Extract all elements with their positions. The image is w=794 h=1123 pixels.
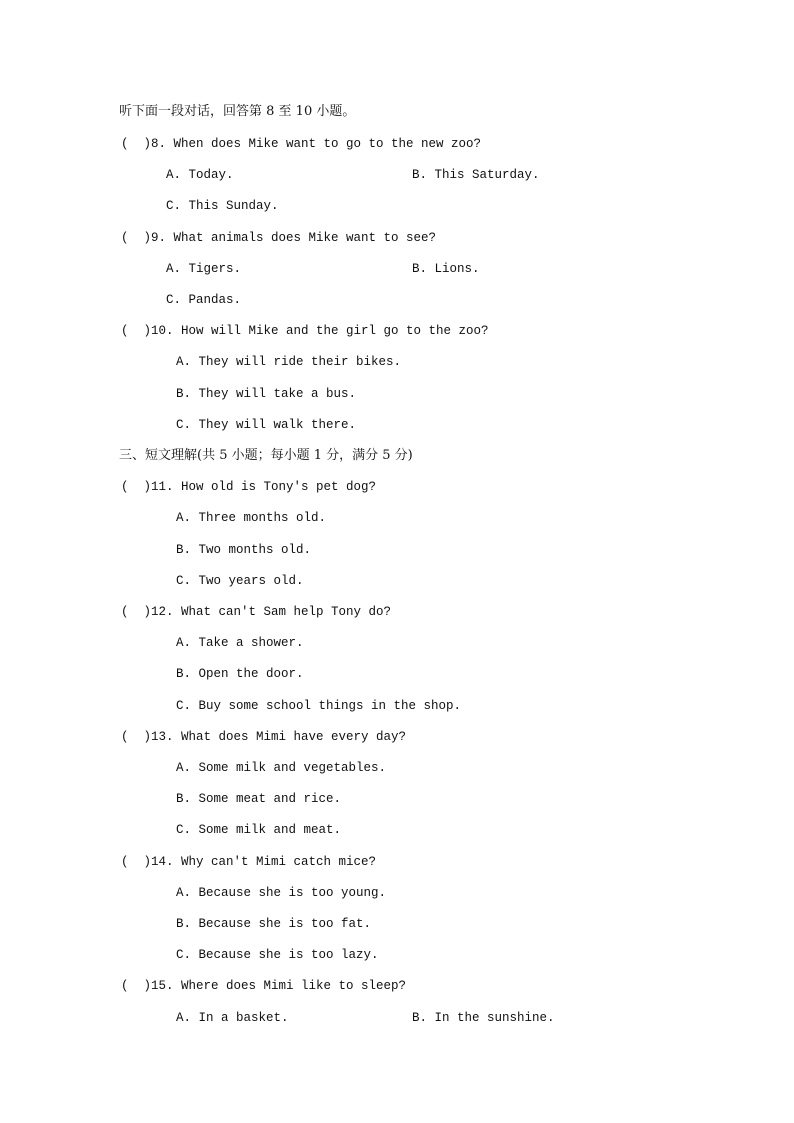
listening-instruction: 听下面一段对话，回答第 8 至 10 小题。 [119,104,356,119]
question-8-option-a: A. Today. [166,168,234,182]
question-10-stem: ( )10. How will Mike and the girl go to the zoo? [121,324,489,338]
question-14-option-b: B. Because she is too fat. [176,917,372,931]
section-3-title: 三、短文理解(共 5 小题；每小题 1 分，满分 5 分) [119,448,413,463]
question-9-option-b: B. Lions. [412,262,480,276]
question-13-option-a: A. Some milk and vegetables. [176,761,387,775]
question-9-option-a: A. Tigers. [166,262,242,276]
question-14-stem: ( )14. Why can't Mimi catch mice? [121,855,377,869]
question-12-option-b: B. Open the door. [176,667,304,681]
question-15-option-b: B. In the sunshine. [412,1011,555,1025]
question-11-option-b: B. Two months old. [176,543,312,557]
question-13-option-b: B. Some meat and rice. [176,792,342,806]
question-10-option-b: B. They will take a bus. [176,387,357,401]
question-14-option-c: C. Because she is too lazy. [176,948,379,962]
question-8-option-c: C. This Sunday. [166,199,279,213]
question-15-option-a: A. In a basket. [176,1011,289,1025]
question-10-option-c: C. They will walk there. [176,418,357,432]
question-8-stem: ( )8. When does Mike want to go to the new zoo? [121,137,482,151]
question-12-option-a: A. Take a shower. [176,636,304,650]
question-11-stem: ( )11. How old is Tony's pet dog? [121,480,377,494]
question-8-option-b: B. This Saturday. [412,168,540,182]
question-11-option-a: A. Three months old. [176,511,327,525]
question-15-stem: ( )15. Where does Mimi like to sleep? [121,979,407,993]
question-9-stem: ( )9. What animals does Mike want to see? [121,231,437,245]
question-10-option-a: A. They will ride their bikes. [176,355,402,369]
question-12-option-c: C. Buy some school things in the shop. [176,699,462,713]
question-11-option-c: C. Two years old. [176,574,304,588]
question-13-stem: ( )13. What does Mimi have every day? [121,730,407,744]
question-14-option-a: A. Because she is too young. [176,886,387,900]
question-13-option-c: C. Some milk and meat. [176,823,342,837]
question-12-stem: ( )12. What can't Sam help Tony do? [121,605,392,619]
question-9-option-c: C. Pandas. [166,293,242,307]
